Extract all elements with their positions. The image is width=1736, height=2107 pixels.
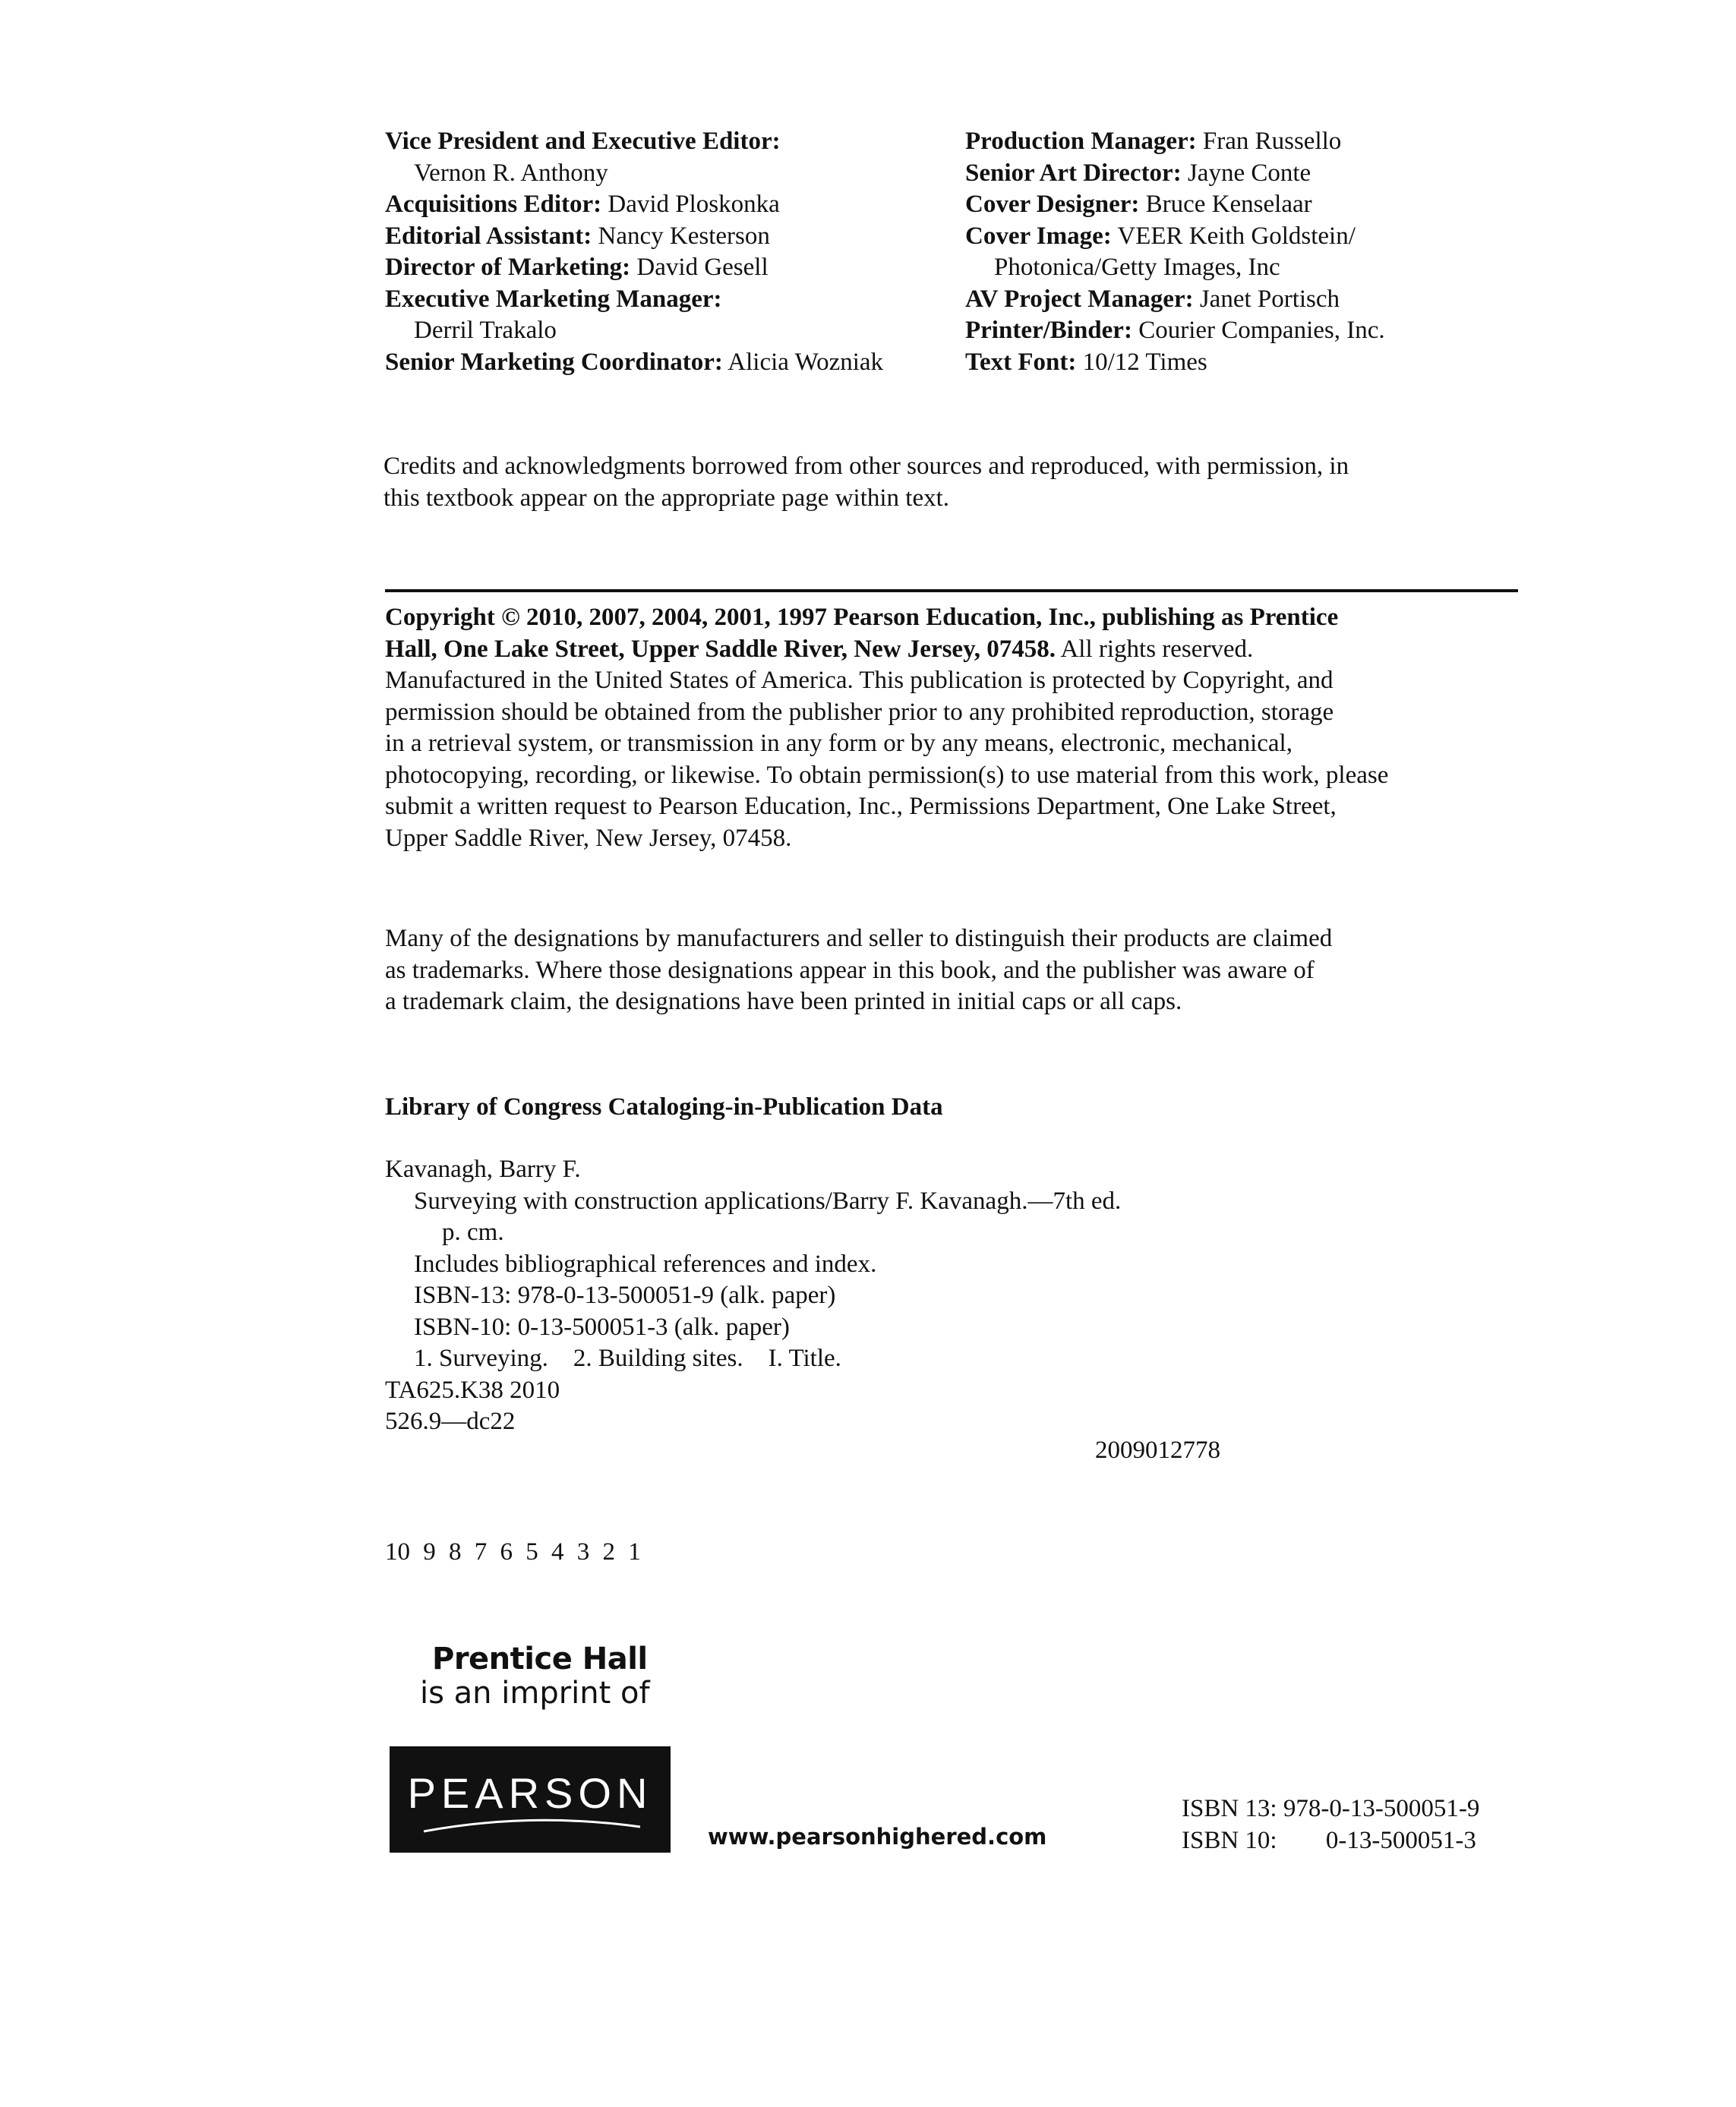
credit-label: Senior Marketing Coordinator:: [385, 348, 723, 376]
credit-label: Acquisitions Editor:: [385, 191, 602, 218]
copyright-bold-text: Hall, One Lake Street, Upper Saddle River, New Jersey, 07458.: [385, 635, 1056, 663]
credit-label: Production Manager:: [965, 128, 1197, 155]
credit-row: [385, 126, 932, 158]
cip-title: Surveying with construction applications/Barry F. Kavanagh.—7th ed.: [414, 1187, 1122, 1215]
credit-row: [965, 126, 1527, 158]
credit-row: [385, 221, 932, 253]
credit-value: Nancy Kesterson: [592, 222, 770, 250]
credit-value: Fran Russello: [1196, 128, 1342, 155]
prentice-hall-wordmark: Prentice Hall: [432, 1642, 648, 1676]
imprint-brand: [432, 1642, 648, 1676]
cip-pages: p. cm.: [442, 1219, 504, 1246]
imprint-tagline: [420, 1676, 650, 1710]
credits-note-line: this textbook appear on the appropriate page within text.: [383, 484, 950, 512]
credits-left-column: [385, 126, 932, 378]
credit-row: [965, 189, 1527, 221]
credit-row: [385, 347, 932, 379]
credits-right-column: [965, 126, 1527, 378]
copyright-line: in a retrieval system, or transmission in any form or by any means, electronic, mechanical,: [385, 730, 1293, 757]
cip-call-number: TA625.K38 2010: [385, 1376, 560, 1404]
cip-bibliography: Includes bibliographical references and index.: [414, 1250, 877, 1278]
credit-label: AV Project Manager:: [965, 285, 1194, 313]
cip-author: Kavanagh, Barry F.: [385, 1156, 581, 1183]
credits-note: [383, 451, 1349, 514]
isbn10-row: [1182, 1825, 1479, 1857]
credit-label: Director of Marketing:: [385, 254, 631, 281]
section-divider: [385, 589, 1518, 592]
isbn10-label: ISBN 10:: [1182, 1826, 1277, 1854]
rights-reserved-text: All rights reserved.: [1056, 635, 1254, 663]
credit-value: David Ploskonka: [601, 191, 780, 218]
credit-label: Text Font:: [965, 348, 1077, 376]
credits-note-line: Credits and acknowledgments borrowed from other sources and reproduced, with permission, in: [383, 453, 1349, 480]
credit-label: Executive Marketing Manager:: [385, 285, 722, 313]
cip-heading-text: Library of Congress Cataloging-in-Publication Data: [385, 1093, 943, 1121]
isbn-footer: [1182, 1793, 1479, 1856]
isbn13-label: ISBN 13:: [1182, 1795, 1277, 1822]
copyright-line: Manufactured in the United States of America. This publication is protected by Copyright, and: [385, 667, 1334, 694]
credit-value: 10/12 Times: [1076, 348, 1207, 376]
copyright-line: photocopying, recording, or likewise. To obtain permission(s) to use material from this work, please: [385, 761, 1389, 789]
copyright-block: [385, 602, 1388, 854]
credit-row: [385, 252, 932, 284]
isbn13-value: 978-0-13-500051-9: [1283, 1795, 1480, 1822]
credit-value: Jayne Conte: [1181, 159, 1311, 187]
isbn13-row: [1182, 1793, 1479, 1825]
credit-row: [965, 347, 1527, 379]
credit-label: Cover Designer:: [965, 191, 1140, 218]
cip-record: [385, 1154, 1121, 1438]
credit-row: [965, 221, 1527, 253]
imprint-tagline-text: is an imprint of: [420, 1676, 650, 1711]
copyright-line: [385, 634, 1388, 666]
cip-isbn13: ISBN-13: 978-0-13-500051-9 (alk. paper): [414, 1282, 836, 1309]
copyright-line: permission should be obtained from the publisher prior to any prohibited reproduction, storage: [385, 698, 1334, 726]
print-line: 10 9 8 7 6 5 4 3 2 1: [385, 1538, 641, 1566]
credit-label: Vice President and Executive Editor:: [385, 128, 781, 155]
cip-heading: [385, 1092, 943, 1124]
credit-row: [385, 315, 932, 347]
credit-row: [965, 315, 1527, 347]
credit-label: Cover Image:: [965, 222, 1112, 250]
trademark-line: as trademarks. Where those designations appear in this book, and the publisher was aware of: [385, 956, 1315, 984]
copyright-line: [385, 602, 1388, 634]
credit-value: Vernon R. Anthony: [414, 159, 608, 187]
credit-label: Senior Art Director:: [965, 159, 1182, 187]
logo-swoosh-icon: [390, 1746, 671, 1853]
credit-row: [965, 158, 1527, 190]
copyright-line: submit a written request to Pearson Education, Inc., Permissions Department, One Lake Street,: [385, 793, 1337, 820]
credit-label: Editorial Assistant:: [385, 222, 592, 250]
pearson-logo-text: PEARSON: [407, 1768, 653, 1817]
cip-lccn: 2009012778: [1095, 1437, 1220, 1464]
isbn10-value: 0-13-500051-3: [1325, 1826, 1476, 1854]
trademark-notice: [385, 923, 1332, 1018]
credit-value: Courier Companies, Inc.: [1132, 317, 1385, 344]
copyright-bold-text: Copyright © 2010, 2007, 2004, 2001, 1997 Pearson Education, Inc., publishing as Prentice: [385, 604, 1339, 631]
pearson-logo: [390, 1746, 671, 1853]
credit-value: Photonica/Getty Images, Inc: [994, 254, 1280, 281]
credit-value: Janet Portisch: [1193, 285, 1340, 313]
credit-row: [385, 189, 932, 221]
credit-value: Derril Trakalo: [414, 317, 557, 344]
publisher-url[interactable]: www.pearsonhighered.com: [708, 1824, 1047, 1850]
credit-row: [965, 284, 1527, 316]
credit-row: [965, 252, 1527, 284]
credit-value: VEER Keith Goldstein/: [1111, 222, 1356, 250]
trademark-line: a trademark claim, the designations have been printed in initial caps or all caps.: [385, 988, 1182, 1015]
trademark-line: Many of the designations by manufacturers and seller to distinguish their products are claimed: [385, 925, 1333, 952]
credit-label: Printer/Binder:: [965, 317, 1132, 344]
cip-isbn10: ISBN-10: 0-13-500051-3 (alk. paper): [414, 1313, 790, 1341]
copyright-line: Upper Saddle River, New Jersey, 07458.: [385, 824, 792, 852]
cip-dewey: 526.9—dc22: [385, 1408, 516, 1435]
credit-row: [385, 158, 932, 190]
credit-value: Alicia Wozniak: [722, 348, 884, 376]
credit-row: [385, 284, 932, 316]
credit-value: David Gesell: [630, 254, 769, 281]
credit-value: Bruce Kenselaar: [1139, 191, 1312, 218]
cip-subjects: 1. Surveying. 2. Building sites. I. Title.: [414, 1345, 841, 1372]
